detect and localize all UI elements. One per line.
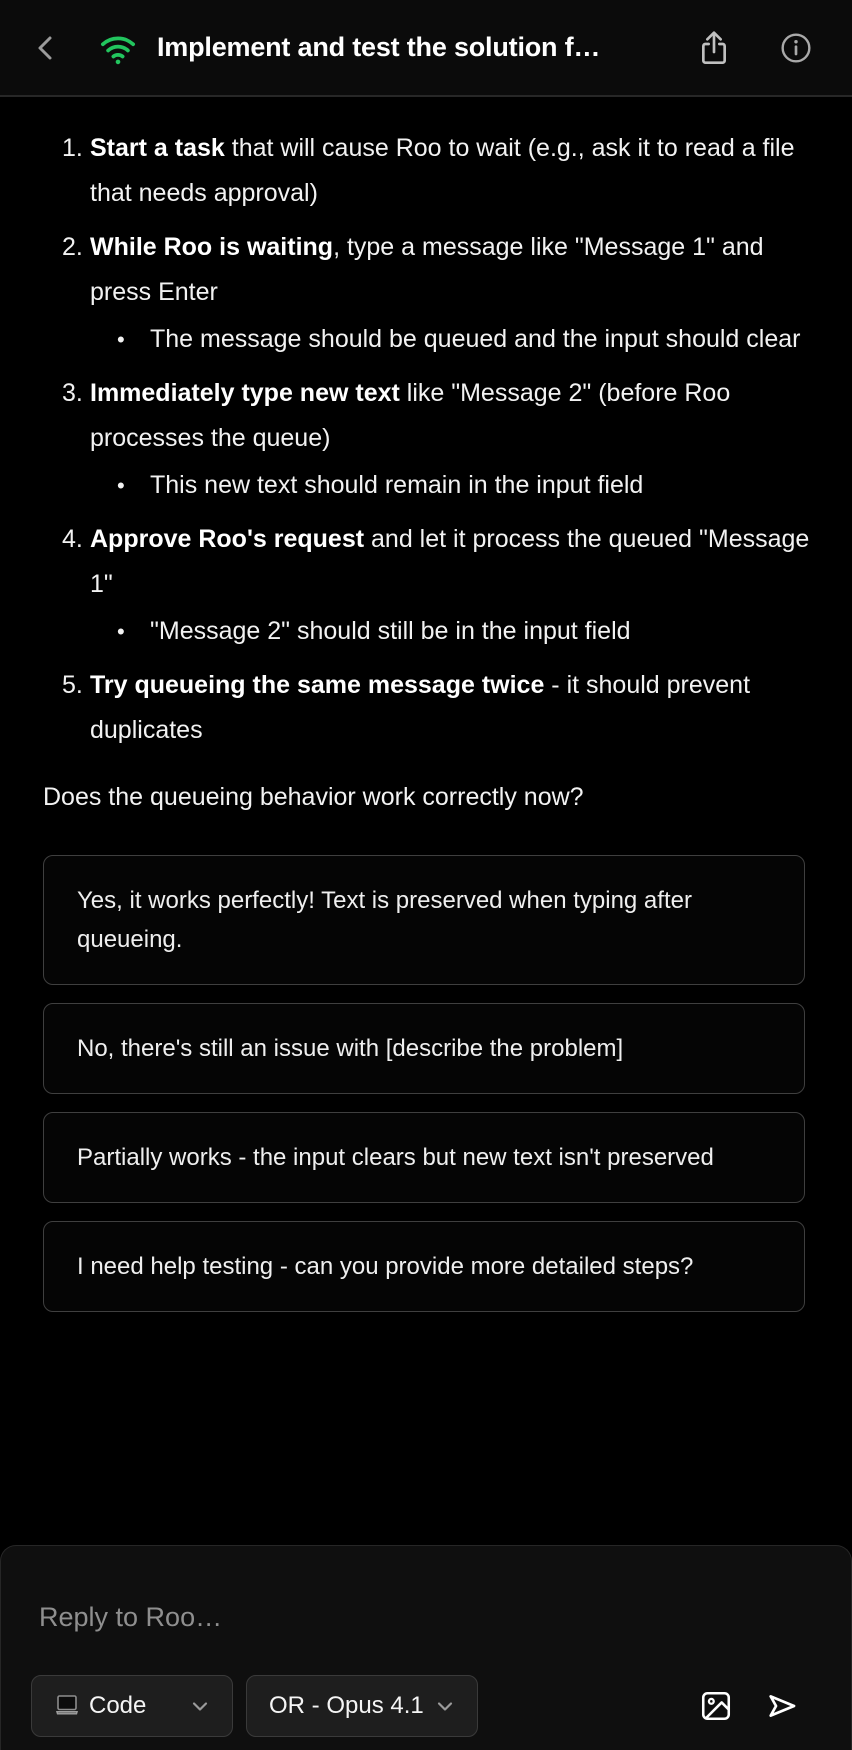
wifi-status-icon bbox=[99, 31, 137, 65]
composer-panel bbox=[0, 1545, 852, 1750]
step-text bbox=[90, 663, 812, 753]
share-button[interactable] bbox=[698, 29, 730, 67]
model-select-button[interactable] bbox=[246, 1675, 478, 1737]
bullet-glyph: • bbox=[117, 619, 125, 644]
chevron-left-icon bbox=[33, 33, 59, 63]
numbered-step-list bbox=[0, 99, 852, 753]
step-number: 3. bbox=[62, 379, 83, 407]
sub-bullet-text: This new text should remain in the input field bbox=[150, 471, 644, 499]
attach-image-button[interactable] bbox=[699, 1689, 733, 1723]
step-bold-text: Approve Roo's request bbox=[90, 525, 365, 553]
suggestion-button-partial[interactable]: Partially works - the input clears but new text isn't preserved bbox=[43, 1112, 805, 1203]
chevron-down-icon bbox=[433, 1694, 457, 1718]
reply-input[interactable]: Reply to Roo… bbox=[39, 1602, 223, 1632]
suggestion-list bbox=[43, 855, 805, 1312]
step-item-3 bbox=[43, 371, 812, 508]
question-text: Does the queueing behavior work correctly now? bbox=[43, 783, 584, 811]
step-number: 2. bbox=[62, 233, 83, 261]
step-rest-text: like "Message 2" (before Roo processes the queue) bbox=[90, 379, 731, 452]
step-text bbox=[90, 225, 812, 362]
bullet-glyph: • bbox=[117, 327, 125, 352]
send-icon bbox=[765, 1689, 799, 1723]
step-item-5 bbox=[43, 663, 812, 753]
mode-select-button[interactable] bbox=[31, 1675, 233, 1737]
chevron-down-icon bbox=[188, 1694, 212, 1718]
share-icon bbox=[698, 29, 730, 67]
step-number: 4. bbox=[62, 525, 83, 553]
info-icon bbox=[780, 32, 812, 64]
suggestion-button-yes[interactable]: Yes, it works perfectly! Text is preserved when typing after queueing. bbox=[43, 855, 805, 985]
step-number: 1. bbox=[62, 134, 83, 162]
sub-bullet-item bbox=[90, 463, 812, 508]
step-rest-text: - it should prevent duplicates bbox=[90, 671, 751, 744]
step-number: 5. bbox=[62, 671, 83, 699]
send-button[interactable] bbox=[765, 1689, 799, 1723]
step-text bbox=[90, 517, 812, 654]
sub-bullet-text: "Message 2" should still be in the input field bbox=[150, 617, 631, 645]
step-bold-text: While Roo is waiting bbox=[90, 233, 334, 261]
step-bold-text: Try queueing the same message twice bbox=[90, 671, 545, 699]
step-rest-text: that will cause Roo to wait (e.g., ask it to read a file that needs approval) bbox=[90, 134, 795, 207]
chat-message-content bbox=[0, 99, 852, 1330]
sub-bullet-text: The message should be queued and the input should clear bbox=[150, 325, 801, 353]
sub-bullet-item bbox=[90, 609, 812, 654]
image-icon bbox=[699, 1689, 733, 1723]
sub-bullet-item bbox=[90, 317, 812, 362]
step-rest-text: , type a message like "Message 1" and press Enter bbox=[90, 233, 764, 306]
step-item-2 bbox=[43, 225, 812, 362]
model-label: OR - Opus 4.1 bbox=[269, 1692, 424, 1719]
step-item-1 bbox=[43, 126, 812, 216]
suggestion-button-no[interactable]: No, there's still an issue with [describe the problem] bbox=[43, 1003, 805, 1094]
step-text bbox=[90, 371, 812, 508]
mode-label: Code bbox=[89, 1692, 147, 1719]
header bbox=[0, 0, 852, 97]
info-button[interactable] bbox=[780, 32, 812, 64]
step-text bbox=[90, 126, 812, 216]
bullet-glyph: • bbox=[117, 473, 125, 498]
step-bold-text: Immediately type new text bbox=[90, 379, 400, 407]
step-rest-text: and let it process the queued "Message 1" bbox=[90, 525, 810, 598]
laptop-icon bbox=[54, 1694, 80, 1718]
back-button[interactable] bbox=[33, 33, 59, 63]
step-item-4 bbox=[43, 517, 812, 654]
step-bold-text: Start a task bbox=[90, 134, 225, 162]
suggestion-button-help[interactable]: I need help testing - can you provide more detailed steps? bbox=[43, 1221, 805, 1312]
composer-controls bbox=[31, 1675, 799, 1737]
page-title: Implement and test the solution f… bbox=[157, 32, 601, 62]
